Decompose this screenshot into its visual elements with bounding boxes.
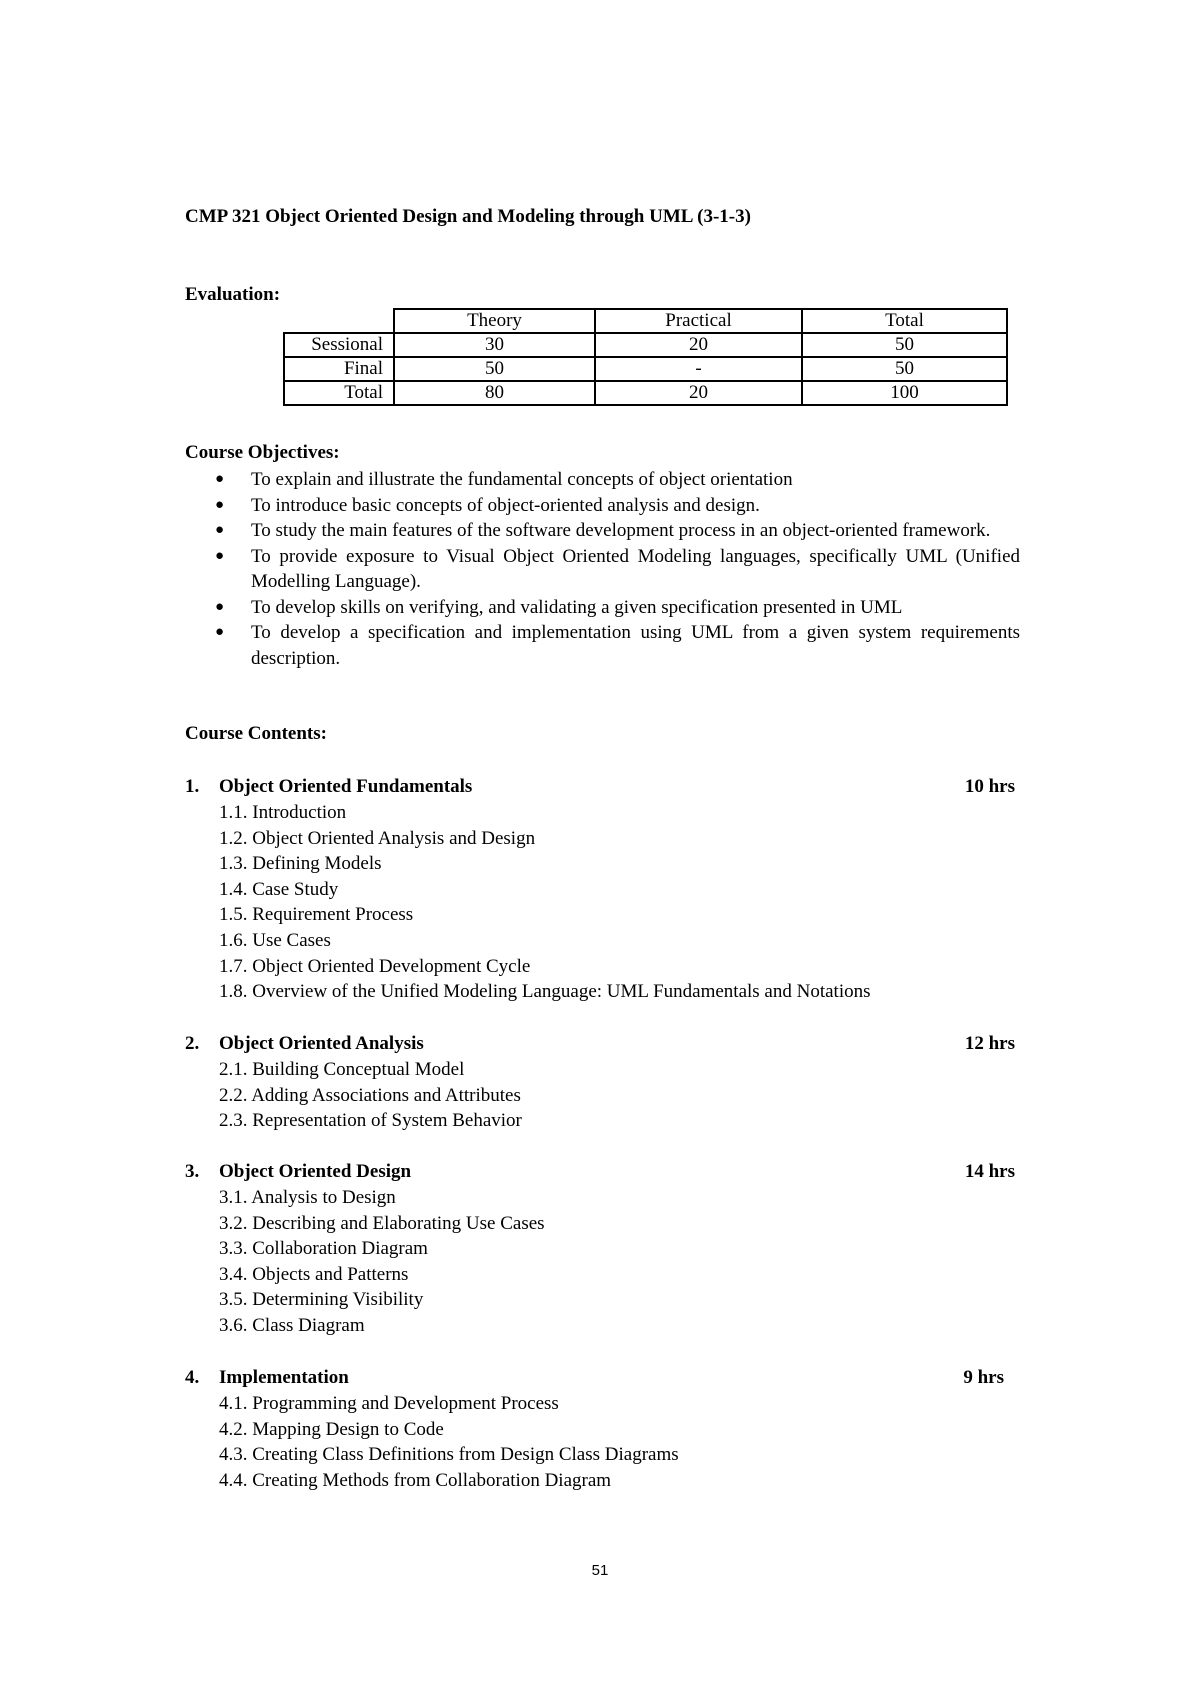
section-number: 1.: [185, 776, 200, 797]
table-row: [284, 357, 1007, 381]
list-item: 2.2. Adding Associations and Attributes: [219, 1084, 521, 1106]
section-hours: 9 hrs: [963, 1367, 1004, 1388]
list-item: [215, 595, 1020, 621]
list-item: 4.1. Programming and Development Process: [219, 1393, 559, 1414]
table-cell: 80: [394, 381, 595, 405]
list-item: [215, 518, 1020, 544]
bullet-icon: ●: [215, 624, 225, 640]
table-header-row: [284, 309, 1007, 333]
section-heading: [185, 774, 1015, 800]
table-cell: 50: [802, 333, 1007, 357]
list-item: 2.3. Representation of System Behavior: [219, 1110, 522, 1132]
content-section: [185, 1365, 1004, 1493]
bullet-icon: ●: [215, 547, 225, 564]
section-title: Object Oriented Analysis: [219, 1033, 424, 1054]
list-item: 3.6. Class Diagram: [219, 1314, 365, 1336]
bullet-icon: ●: [215, 522, 225, 538]
list-item: 3.1. Analysis to Design: [219, 1187, 396, 1208]
list-item: 3.4. Objects and Patterns: [219, 1263, 409, 1285]
table-cell: 30: [394, 333, 595, 357]
list-item: 1.3. Defining Models: [219, 853, 382, 875]
list-item: 1.8. Overview of the Unified Modeling Language: UML Fundamentals and Notations: [219, 981, 871, 1003]
table-cell: 20: [595, 381, 802, 405]
section-title: Implementation: [219, 1367, 349, 1388]
table-cell: 50: [394, 357, 595, 381]
table-row: [284, 381, 1007, 405]
row-label-final: Final: [284, 357, 394, 381]
subsection-list: [185, 1391, 1004, 1493]
table-corner-cell: [284, 309, 394, 333]
list-item: 4.2. Mapping Design to Code: [219, 1418, 444, 1440]
objectives-list: [215, 467, 1020, 671]
section-hours: 12 hrs: [964, 1033, 1015, 1054]
objective-text: To introduce basic concepts of object-oriented analysis and design.: [251, 494, 760, 516]
section-heading: [185, 1159, 1015, 1185]
content-section: [185, 1159, 1015, 1339]
table-cell: 50: [802, 357, 1007, 381]
list-item: 1.1. Introduction: [219, 802, 347, 823]
section-title: Object Oriented Fundamentals: [219, 776, 473, 797]
evaluation-heading: Evaluation:: [185, 284, 281, 305]
subsection-list: [185, 800, 1015, 1005]
list-item: 1.4. Case Study: [219, 878, 339, 900]
table-cell: 100: [802, 381, 1007, 405]
list-item: [215, 493, 1020, 519]
list-item: [215, 544, 1020, 595]
section-hours: 10 hrs: [964, 776, 1015, 797]
objective-text: To develop skills on verifying, and validating a given specification presented in UML: [251, 596, 903, 618]
objectives-heading: Course Objectives:: [185, 442, 340, 463]
page-title: CMP 321 Object Oriented Design and Modeling through UML (3-1-3): [185, 206, 751, 227]
column-header-practical: Practical: [595, 309, 802, 333]
list-item: 1.6. Use Cases: [219, 929, 331, 951]
subsection-list: [185, 1057, 1015, 1134]
evaluation-table: [283, 308, 1008, 406]
list-item: 3.5. Determining Visibility: [219, 1289, 424, 1311]
bullet-icon: ●: [215, 598, 225, 615]
list-item: 3.3. Collaboration Diagram: [219, 1238, 428, 1260]
subsection-list: [185, 1185, 1015, 1339]
column-header-theory: Theory: [394, 309, 595, 333]
bullet-icon: ●: [215, 496, 225, 513]
objective-text: To develop a specification and implementation using UML from a given system requirements description.: [251, 622, 1020, 669]
list-item: 1.5. Requirement Process: [219, 904, 414, 926]
list-item: 4.4. Creating Methods from Collaboration Diagram: [219, 1469, 612, 1491]
row-label-total: Total: [284, 381, 394, 405]
list-item: 2.1. Building Conceptual Model: [219, 1059, 465, 1080]
contents-heading: Course Contents:: [185, 723, 327, 744]
row-label-sessional: Sessional: [284, 333, 394, 357]
column-header-total: Total: [802, 309, 1007, 333]
section-number: 4.: [185, 1367, 200, 1388]
table-cell: 20: [595, 333, 802, 357]
objective-text: To explain and illustrate the fundamental concepts of object orientation: [251, 469, 793, 490]
list-item: [215, 620, 1020, 671]
objective-text: To provide exposure to Visual Object Oriented Modeling languages, specifically UML (Unified Modelling Language).: [251, 545, 1020, 592]
content-section: [185, 774, 1015, 1005]
list-item: 1.2. Object Oriented Analysis and Design: [219, 827, 536, 849]
section-hours: 14 hrs: [964, 1161, 1015, 1182]
page-number: 51: [591, 1562, 609, 1579]
content-section: [185, 1031, 1015, 1134]
table-row: [284, 333, 1007, 357]
section-heading: [185, 1031, 1015, 1057]
list-item: [215, 467, 1020, 493]
bullet-icon: ●: [215, 471, 225, 487]
section-number: 3.: [185, 1161, 200, 1182]
list-item: 1.7. Object Oriented Development Cycle: [219, 955, 531, 977]
section-heading: [185, 1365, 1004, 1391]
section-title: Object Oriented Design: [219, 1161, 412, 1182]
section-number: 2.: [185, 1033, 200, 1054]
table-cell: -: [595, 357, 802, 381]
list-item: 4.3. Creating Class Definitions from Design Class Diagrams: [219, 1444, 679, 1466]
objective-text: To study the main features of the software development process in an object-oriented framework.: [251, 520, 991, 541]
list-item: 3.2. Describing and Elaborating Use Cases: [219, 1212, 545, 1234]
